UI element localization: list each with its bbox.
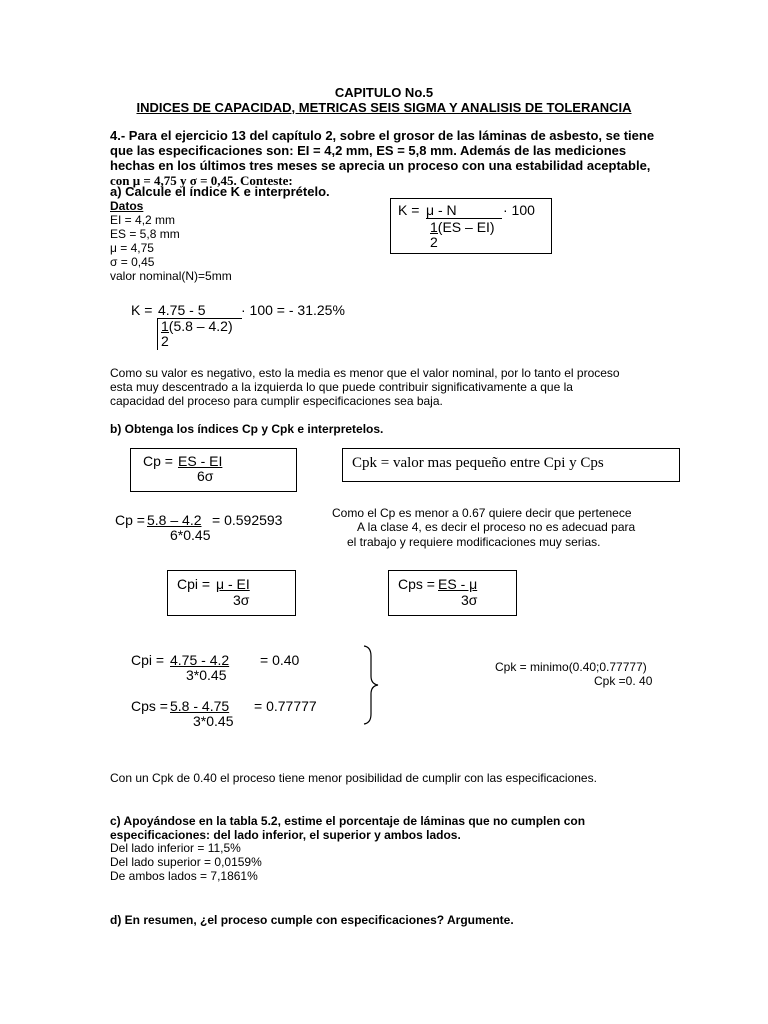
- cpk-value: Cpk =0. 40: [594, 674, 653, 688]
- datos-item: σ = 0,45: [110, 255, 155, 269]
- fraction-bar: [158, 318, 242, 319]
- cpk-minimum: Cpk = minimo(0.40;0.77777): [495, 660, 647, 674]
- page-title: INDICES DE CAPACIDAD, METRICAS SEIS SIGMA Y ANALISIS DE TOLERANCIA: [136, 100, 632, 115]
- fraction-bracket: [157, 318, 158, 350]
- cpi-formula-lhs: Cpi =: [177, 576, 211, 592]
- fraction-bar: [430, 233, 438, 234]
- k-calc-den2: 2: [161, 333, 169, 349]
- part-c-line-2: especificaciones: del lado inferior, el superior y ambos lados.: [110, 828, 461, 842]
- k-calc-numerator: 4.75 - 5: [158, 302, 206, 318]
- part-d-question: d) En resumen, ¿el proceso cumple con especificaciones? Argumente.: [110, 913, 514, 927]
- cp-formula-numerator: ES - EI: [178, 453, 223, 469]
- cp-interp-line-2: A la clase 4, es decir el proceso no es adecuad para: [357, 520, 636, 534]
- part-b-question: b) Obtenga los índices Cp y Cpk e interpretelos.: [110, 422, 384, 436]
- cpi-calc-result: = 0.40: [260, 652, 300, 668]
- cp-formula-denominator: 6σ: [197, 468, 214, 484]
- k-formula-numerator: μ - N: [426, 202, 457, 218]
- k-interp-line-2: esta muy descentrado a la izquierda lo que puede contribuir significativamente a que la: [110, 380, 573, 394]
- part-a-question: a) Calcule el índice K e interprételo.: [110, 184, 330, 199]
- chapter-heading: CAPITULO No.5: [334, 85, 434, 100]
- part-c-answer: De ambos lados = 7,1861%: [110, 869, 258, 883]
- datos-item: μ = 4,75: [110, 241, 154, 255]
- cp-interp-line-3: el trabajo y requiere modificaciones muy serias.: [347, 535, 601, 549]
- k-calc-result: · 100 = - 31.25%: [241, 302, 345, 318]
- cp-interp-line-1: Como el Cp es menor a 0.67 quiere decir que pertenece: [332, 506, 632, 520]
- k-calc-lhs: K =: [131, 302, 153, 318]
- datos-item: EI = 4,2 mm: [110, 213, 176, 227]
- cpi-formula-denominator: 3σ: [233, 592, 250, 608]
- cpk-conclusion: Con un Cpk de 0.40 el proceso tiene menor posibilidad de cumplir con las especificaciones.: [110, 771, 597, 785]
- k-formula-den1: 1(ES – EI): [430, 219, 495, 235]
- problem-line-3: hechas en los últimos tres meses se aprecia un proceso con una estabilidad aceptable,: [110, 158, 651, 173]
- k-formula-lhs: K =: [398, 202, 420, 218]
- cpi-calc-denominator: 3*0.45: [186, 667, 227, 683]
- k-calc-den1: 1(5.8 – 4.2): [161, 318, 233, 334]
- cpi-calc-lhs: Cpi =: [131, 652, 165, 668]
- datos-item: valor nominal(N)=5mm: [110, 269, 232, 283]
- cps-formula-numerator: ES - μ: [438, 576, 478, 592]
- cps-formula-lhs: Cps =: [398, 576, 435, 592]
- datos-heading: Datos: [110, 199, 144, 213]
- problem-line-1: 4.- Para el ejercicio 13 del capítulo 2, sobre el grosor de las láminas de asbesto, se tiene: [110, 128, 655, 143]
- datos-item: ES = 5,8 mm: [110, 227, 180, 241]
- right-brace-icon: [362, 644, 382, 726]
- fraction-bar: [161, 332, 169, 333]
- cpi-formula-numerator: μ - EI: [216, 576, 250, 592]
- cpk-definition: Cpk = valor mas pequeño entre Cpi y Cps: [352, 455, 604, 471]
- fraction-bar: [426, 218, 502, 219]
- k-interp-line-3: capacidad del proceso para cumplir especificaciones sea baja.: [110, 394, 443, 408]
- cps-calc-numerator: 5.8 - 4.75: [170, 698, 230, 714]
- cp-formula-lhs: Cp =: [143, 453, 173, 469]
- cp-calc-lhs: Cp =: [115, 512, 145, 528]
- k-formula-den2: 2: [430, 234, 438, 250]
- k-interp-line-1: Como su valor es negativo, esto la media es menor que el valor nominal, por lo tanto el proceso: [110, 366, 620, 380]
- part-c-answer: Del lado superior = 0,0159%: [110, 855, 262, 869]
- problem-line-4: con μ = 4,75 y σ = 0,45. Conteste:: [110, 173, 293, 188]
- cps-calc-result: = 0.77777: [254, 698, 317, 714]
- cps-formula-denominator: 3σ: [461, 592, 478, 608]
- cps-calc-lhs: Cps =: [131, 698, 168, 714]
- cpi-calc-numerator: 4.75 - 4.2: [170, 652, 230, 668]
- problem-line-2: que las especificaciones son: EI = 4,2 mm, ES = 5,8 mm. Además de las mediciones: [110, 143, 627, 158]
- part-c-answer: Del lado inferior = 11,5%: [110, 841, 241, 855]
- cp-calc-denominator: 6*0.45: [170, 527, 211, 543]
- k-formula-times: · 100: [503, 202, 535, 218]
- part-c-line-1: c) Apoyándose en la tabla 5.2, estime el porcentaje de láminas que no cumplen con: [110, 814, 586, 828]
- cps-calc-denominator: 3*0.45: [193, 713, 234, 729]
- cp-calc-result: = 0.592593: [212, 512, 283, 528]
- cp-calc-numerator: 5.8 – 4.2: [147, 512, 202, 528]
